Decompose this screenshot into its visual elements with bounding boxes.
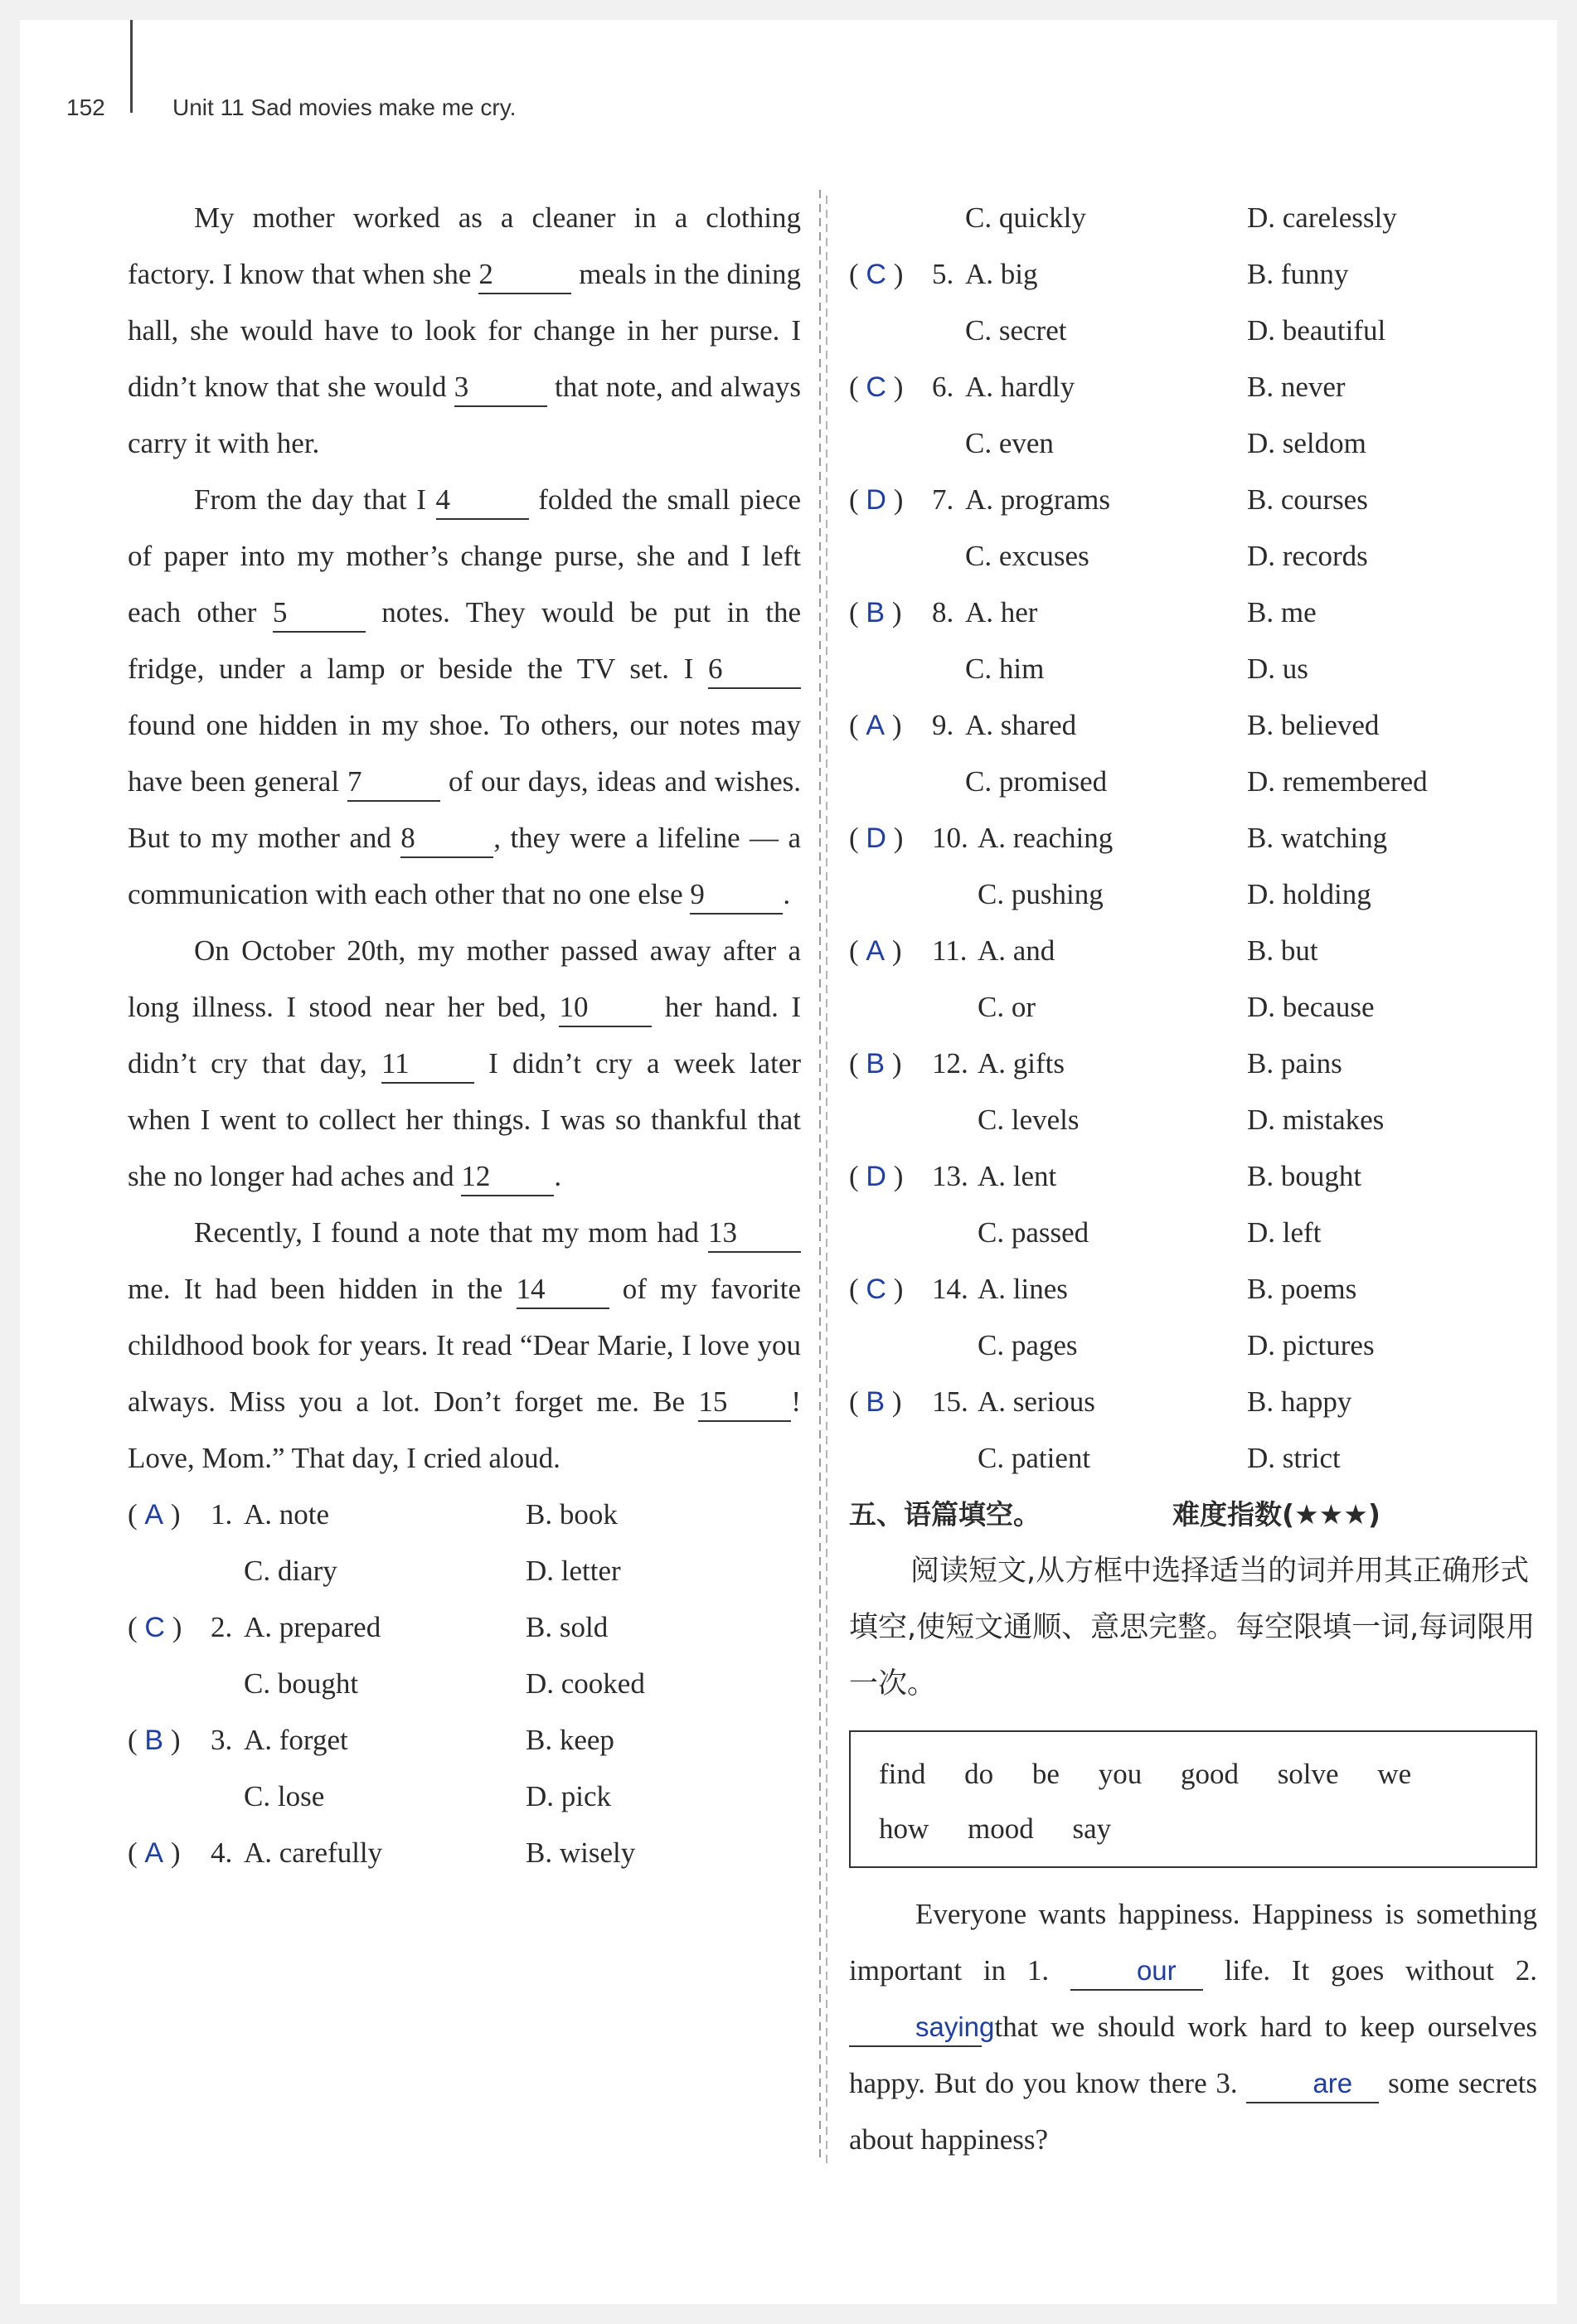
answer-mark: ( B ): [128, 1724, 181, 1756]
word-box-item: mood: [968, 1812, 1034, 1845]
blank-6: 6: [708, 651, 801, 689]
section-5-title: 五、语篇填空。: [849, 1498, 1041, 1531]
section-5-passage: Everyone wants happiness. Happiness is something important in 1. our life. It goes without 2. saying that we should work hard to keep ourselves happy. But do you know there 3. are some secrets about happiness?: [849, 1898, 1538, 2156]
option-row: C. even D. seldom: [965, 427, 1366, 459]
blank-9: 9: [690, 876, 783, 915]
question-row: ( C ) 6. A. hardly B. never: [849, 371, 1346, 403]
answer-mark: ( A ): [849, 934, 902, 967]
question-row: ( B ) 8. A. her B. me: [849, 596, 1317, 628]
page-header: [20, 20, 1557, 128]
option-row: C. him D. us: [965, 653, 1308, 685]
answer-mark: ( B ): [849, 1385, 902, 1418]
word-box-item: do: [964, 1758, 994, 1790]
answer-mark: ( C ): [849, 258, 904, 290]
blank-10: 10: [559, 989, 652, 1027]
page-number: 152: [66, 95, 105, 120]
answer-mark: ( D ): [849, 822, 904, 854]
left-column: [128, 190, 801, 1881]
word-box-item: how: [879, 1812, 929, 1845]
column-divider: [819, 190, 821, 2163]
word-box-item: solve: [1277, 1758, 1339, 1790]
answer-mark: ( A ): [128, 1836, 181, 1869]
passage-paragraph-1: My mother worked as a cleaner in a clothing factory. I know that when she 2 meals in the dining hall, she would have to look for change in her purse. I didn’t know that she would 3 that note, and always carry it with her.: [128, 201, 801, 459]
answer-mark: ( C ): [849, 1273, 904, 1305]
passage-paragraph-4: Recently, I found a note that my mom had 13 me. It had been hidden in the 14 of my favorite childhood book for years. It read “Dear Marie, I love you always. Miss you a lot. Don’t forget me. Be 15 ! Love, Mom.” That day, I cried aloud.: [128, 1216, 802, 1474]
blank-7: 7: [347, 764, 440, 802]
question-row: ( C ) 14. A. lines B. poems: [849, 1273, 1357, 1305]
passage-paragraph-2: From the day that I 4 folded the small piece of paper into my mother’s change purse, she and I left each other 5 notes. They would be put in the fridge, under a lamp or beside the TV set. I 6 found one hidden in my shoe. To others, our notes may have been general 7 of our days, ideas and wishes. But to my mother and 8 , they were a lifeline — a communication with each other that no one else 9 .: [128, 472, 801, 923]
option-row: C. quickly D. carelessly: [965, 201, 1397, 234]
option-row: C. promised D. remembered: [965, 765, 1428, 798]
answer-mark: ( C ): [128, 1611, 182, 1643]
question-row: ( B ) 15. A. serious B. happy: [849, 1385, 1352, 1418]
question-row: ( D ) 13. A. lent B. bought: [849, 1160, 1362, 1192]
passage-paragraph-3: On October 20th, my mother passed away after a long illness. I stood near her bed, 10 her hand. I didn’t cry that day, 11 I didn’t cry a week later when I went to collect her things. I was so thankful that she no longer had aches and 12 .: [128, 923, 801, 1205]
question-row: ( B ) 3. A. forget B. keep: [128, 1724, 614, 1756]
answer-mark: ( B ): [849, 596, 902, 628]
blank-3: 3: [454, 369, 547, 407]
blank-12: 12: [461, 1158, 554, 1196]
question-row: ( D ) 7. A. programs B. courses: [849, 483, 1368, 516]
answer-mark: ( B ): [849, 1047, 902, 1080]
question-row: ( C ) 5. A. big B. funny: [849, 258, 1349, 290]
option-row: C. pushing D. holding: [978, 878, 1371, 910]
question-list-left: [128, 1487, 801, 1881]
option-row: C. bought D. cooked: [244, 1667, 645, 1700]
word-box-item: good: [1180, 1758, 1239, 1790]
question-row: ( A ) 4. A. carefully B. wisely: [128, 1836, 636, 1869]
word-box-item: say: [1072, 1812, 1112, 1845]
unit-title: Unit 11 Sad movies make me cry.: [172, 95, 517, 120]
question-row: ( A ) 9. A. shared B. believed: [849, 709, 1380, 741]
blank-13: 13: [708, 1215, 801, 1253]
blank-2: 2: [478, 256, 571, 294]
option-row: C. excuses D. records: [965, 540, 1368, 572]
answer-mark: ( D ): [849, 483, 904, 516]
option-row: C. passed D. left: [978, 1216, 1322, 1249]
blank-5: 5: [273, 594, 366, 633]
blank-15: 15: [698, 1384, 791, 1422]
question-row: ( A ) 11. A. and B. but: [849, 934, 1318, 967]
answer-mark: ( D ): [849, 1160, 904, 1192]
answer-mark: ( A ): [849, 709, 902, 741]
answer-mark: ( A ): [128, 1498, 181, 1531]
word-box-item: find: [879, 1758, 926, 1790]
page: [20, 20, 1557, 2304]
option-row: C. diary D. letter: [244, 1555, 621, 1587]
difficulty-rating: 难度指数(★★★): [1172, 1498, 1380, 1531]
option-row: C. secret D. beautiful: [965, 314, 1386, 347]
word-box: [849, 1730, 1537, 1868]
option-row: C. or D. because: [978, 991, 1375, 1023]
column-divider: [826, 196, 827, 2163]
option-row: C. pages D. pictures: [978, 1329, 1375, 1361]
question-row: ( D ) 10. A. reaching B. watching: [849, 822, 1388, 854]
question-row: ( A ) 1. A. note B. book: [128, 1498, 618, 1531]
section-5-instructions: 阅读短文,从方框中选择适当的词并用其正确形式填空,使短文通顺、意思完整。每空限填一词,每词限用一次。: [849, 1555, 1536, 1701]
question-row: ( B ) 12. A. gifts B. pains: [849, 1047, 1342, 1080]
blank-8: 8: [400, 820, 493, 858]
answer-mark: ( C ): [849, 371, 904, 403]
answer-blank-1: our: [1070, 1953, 1203, 1991]
blank-11: 11: [381, 1046, 474, 1084]
word-box-item: you: [1098, 1758, 1143, 1790]
word-box-item: we: [1377, 1758, 1412, 1790]
option-row: C. patient D. strict: [978, 1442, 1341, 1474]
blank-14: 14: [517, 1271, 609, 1309]
question-row: ( C ) 2. A. prepared B. sold: [128, 1611, 609, 1643]
option-row: C. lose D. pick: [244, 1780, 612, 1812]
header-rule: [130, 20, 133, 113]
answer-blank-2: saying: [849, 2009, 982, 2047]
word-box-item: be: [1031, 1758, 1060, 1790]
answer-blank-3: are: [1246, 2065, 1379, 2103]
option-row: C. levels D. mistakes: [978, 1104, 1385, 1136]
section-5-heading: [849, 1487, 1537, 1543]
right-column: [849, 190, 1537, 2168]
blank-4: 4: [436, 482, 529, 520]
